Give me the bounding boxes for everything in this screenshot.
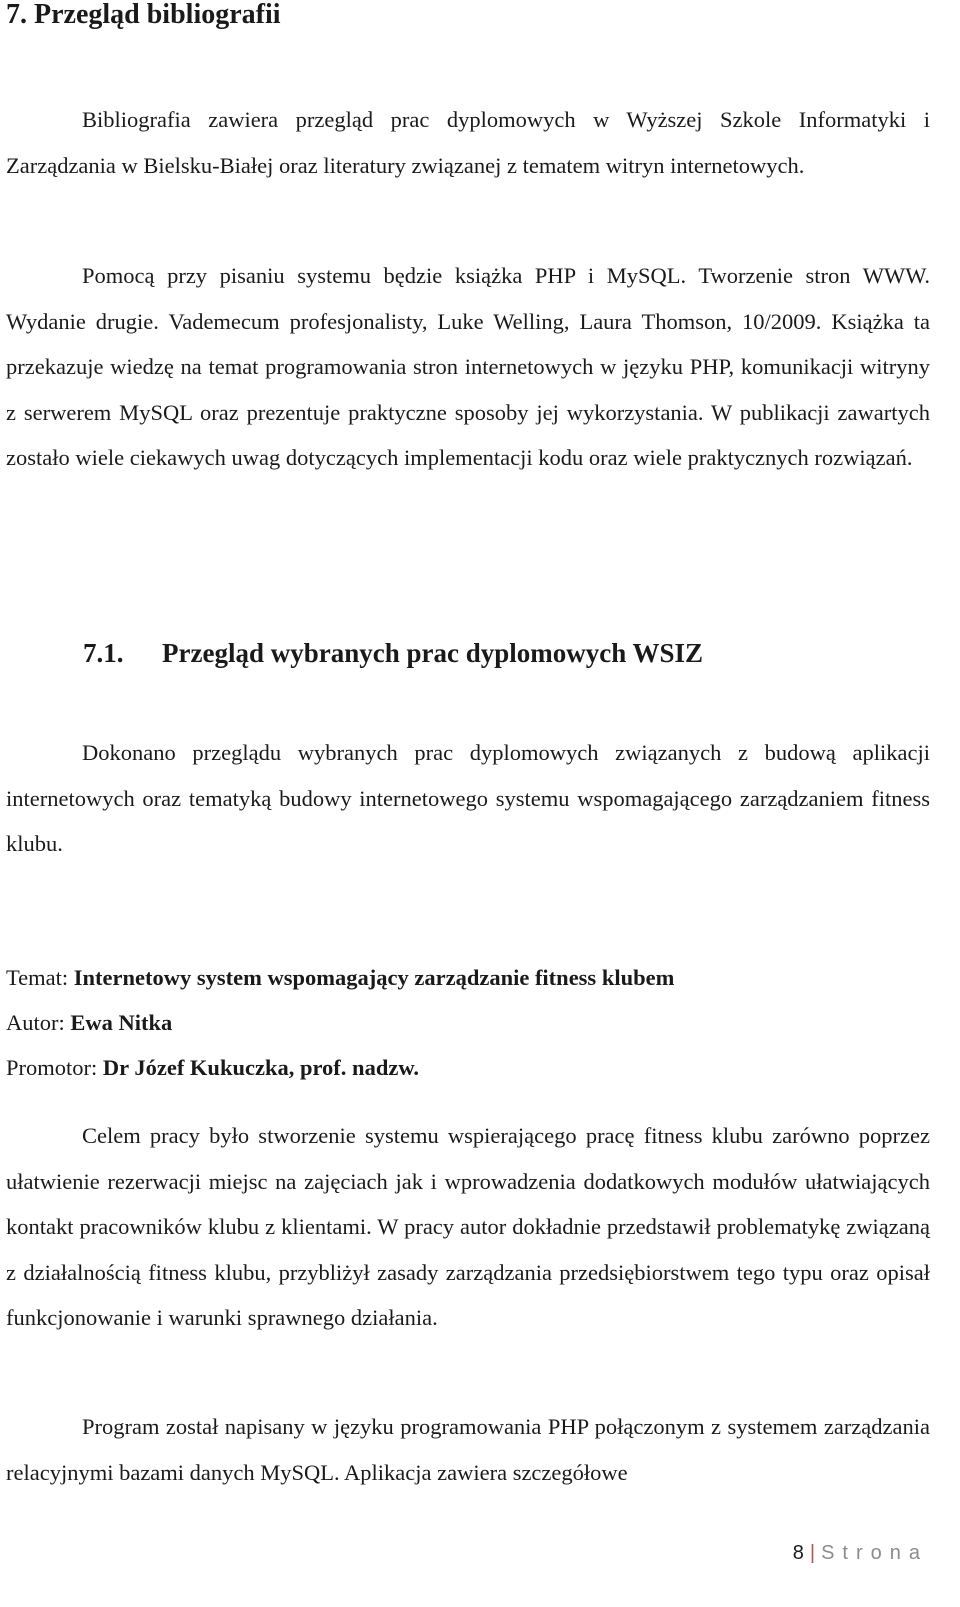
thesis-promoter-label: Promotor: [6,1055,103,1080]
section-heading: 7. Przegląd bibliografii [6,0,281,30]
thesis-program-paragraph: Program został napisany w języku programowania PHP połączonym z systemem zarządzania relacyjnymi bazami danych MySQL. Aplikacja zawiera szczegółowe [6,1414,930,1485]
subsection-title: Przegląd wybranych prac dyplomowych WSIZ [162,638,704,668]
footer-separator: | [809,1542,816,1564]
thesis-author-line [6,1008,172,1038]
bibliography-intro-paragraph: Bibliografia zawiera przegląd prac dyplomowych w Wyższej Szkole Informatyki i Zarządzania w Bielsku-Białej oraz literatury związanej z tematem witryn internetowych. [6,107,930,178]
subsection-number: 7.1. [83,638,124,668]
page-number: 8 [792,1542,804,1564]
thesis-promoter-value: Dr Józef Kukuczka, prof. nadzw. [102,1055,419,1080]
page-footer [793,1540,928,1566]
thesis-author-label: Autor: [6,1010,71,1035]
subsection-intro-paragraph: Dokonano przeglądu wybranych prac dyplomowych związanych z budową aplikacji internetowych oraz tematyką budowy internetowego systemu wspomagającego zarządzaniem fitness klubu. [6,740,930,856]
thesis-goal-paragraph: Celem pracy było stworzenie systemu wspierającego pracę fitness klubu zarówno poprzez ułatwienie rezerwacji miejsc na zajęciach jak i wprowadzenia dodatkowych modułów ułatwiających kontakt pracowników klubu z klientami. W pracy autor dokładnie przedstawił problematykę związaną z działalnością fitness klubu, przybliżył zasady zarządzania przedsiębiorstwem tego typu oraz opisał funkcjonowanie i warunki sprawnego działania. [6,1123,930,1330]
book-review-paragraph: Pomocą przy pisaniu systemu będzie książka PHP i MySQL. Tworzenie stron WWW. Wydanie drugie. Vademecum profesjonalisty, Luke Welling, Laura Thomson, 10/2009. Książka ta przekazuje wiedzę na temat programowania stron internetowych w języku PHP, komunikacji witryny z serwerem MySQL oraz prezentuje praktyczne sposoby jej wykorzystania. W publikacji zawartych zostało wiele ciekawych uwag dotyczących implementacji kodu oraz wiele praktycznych rozwiązań. [6,263,930,470]
thesis-promoter-line [6,1053,419,1083]
thesis-topic-value: Internetowy system wspomagający zarządzanie fitness klubem [73,965,675,990]
footer-page-label: Strona [821,1542,928,1564]
thesis-author-value: Ewa Nitka [70,1010,173,1035]
thesis-topic-line [6,963,674,993]
thesis-topic-label: Temat: [6,965,74,990]
